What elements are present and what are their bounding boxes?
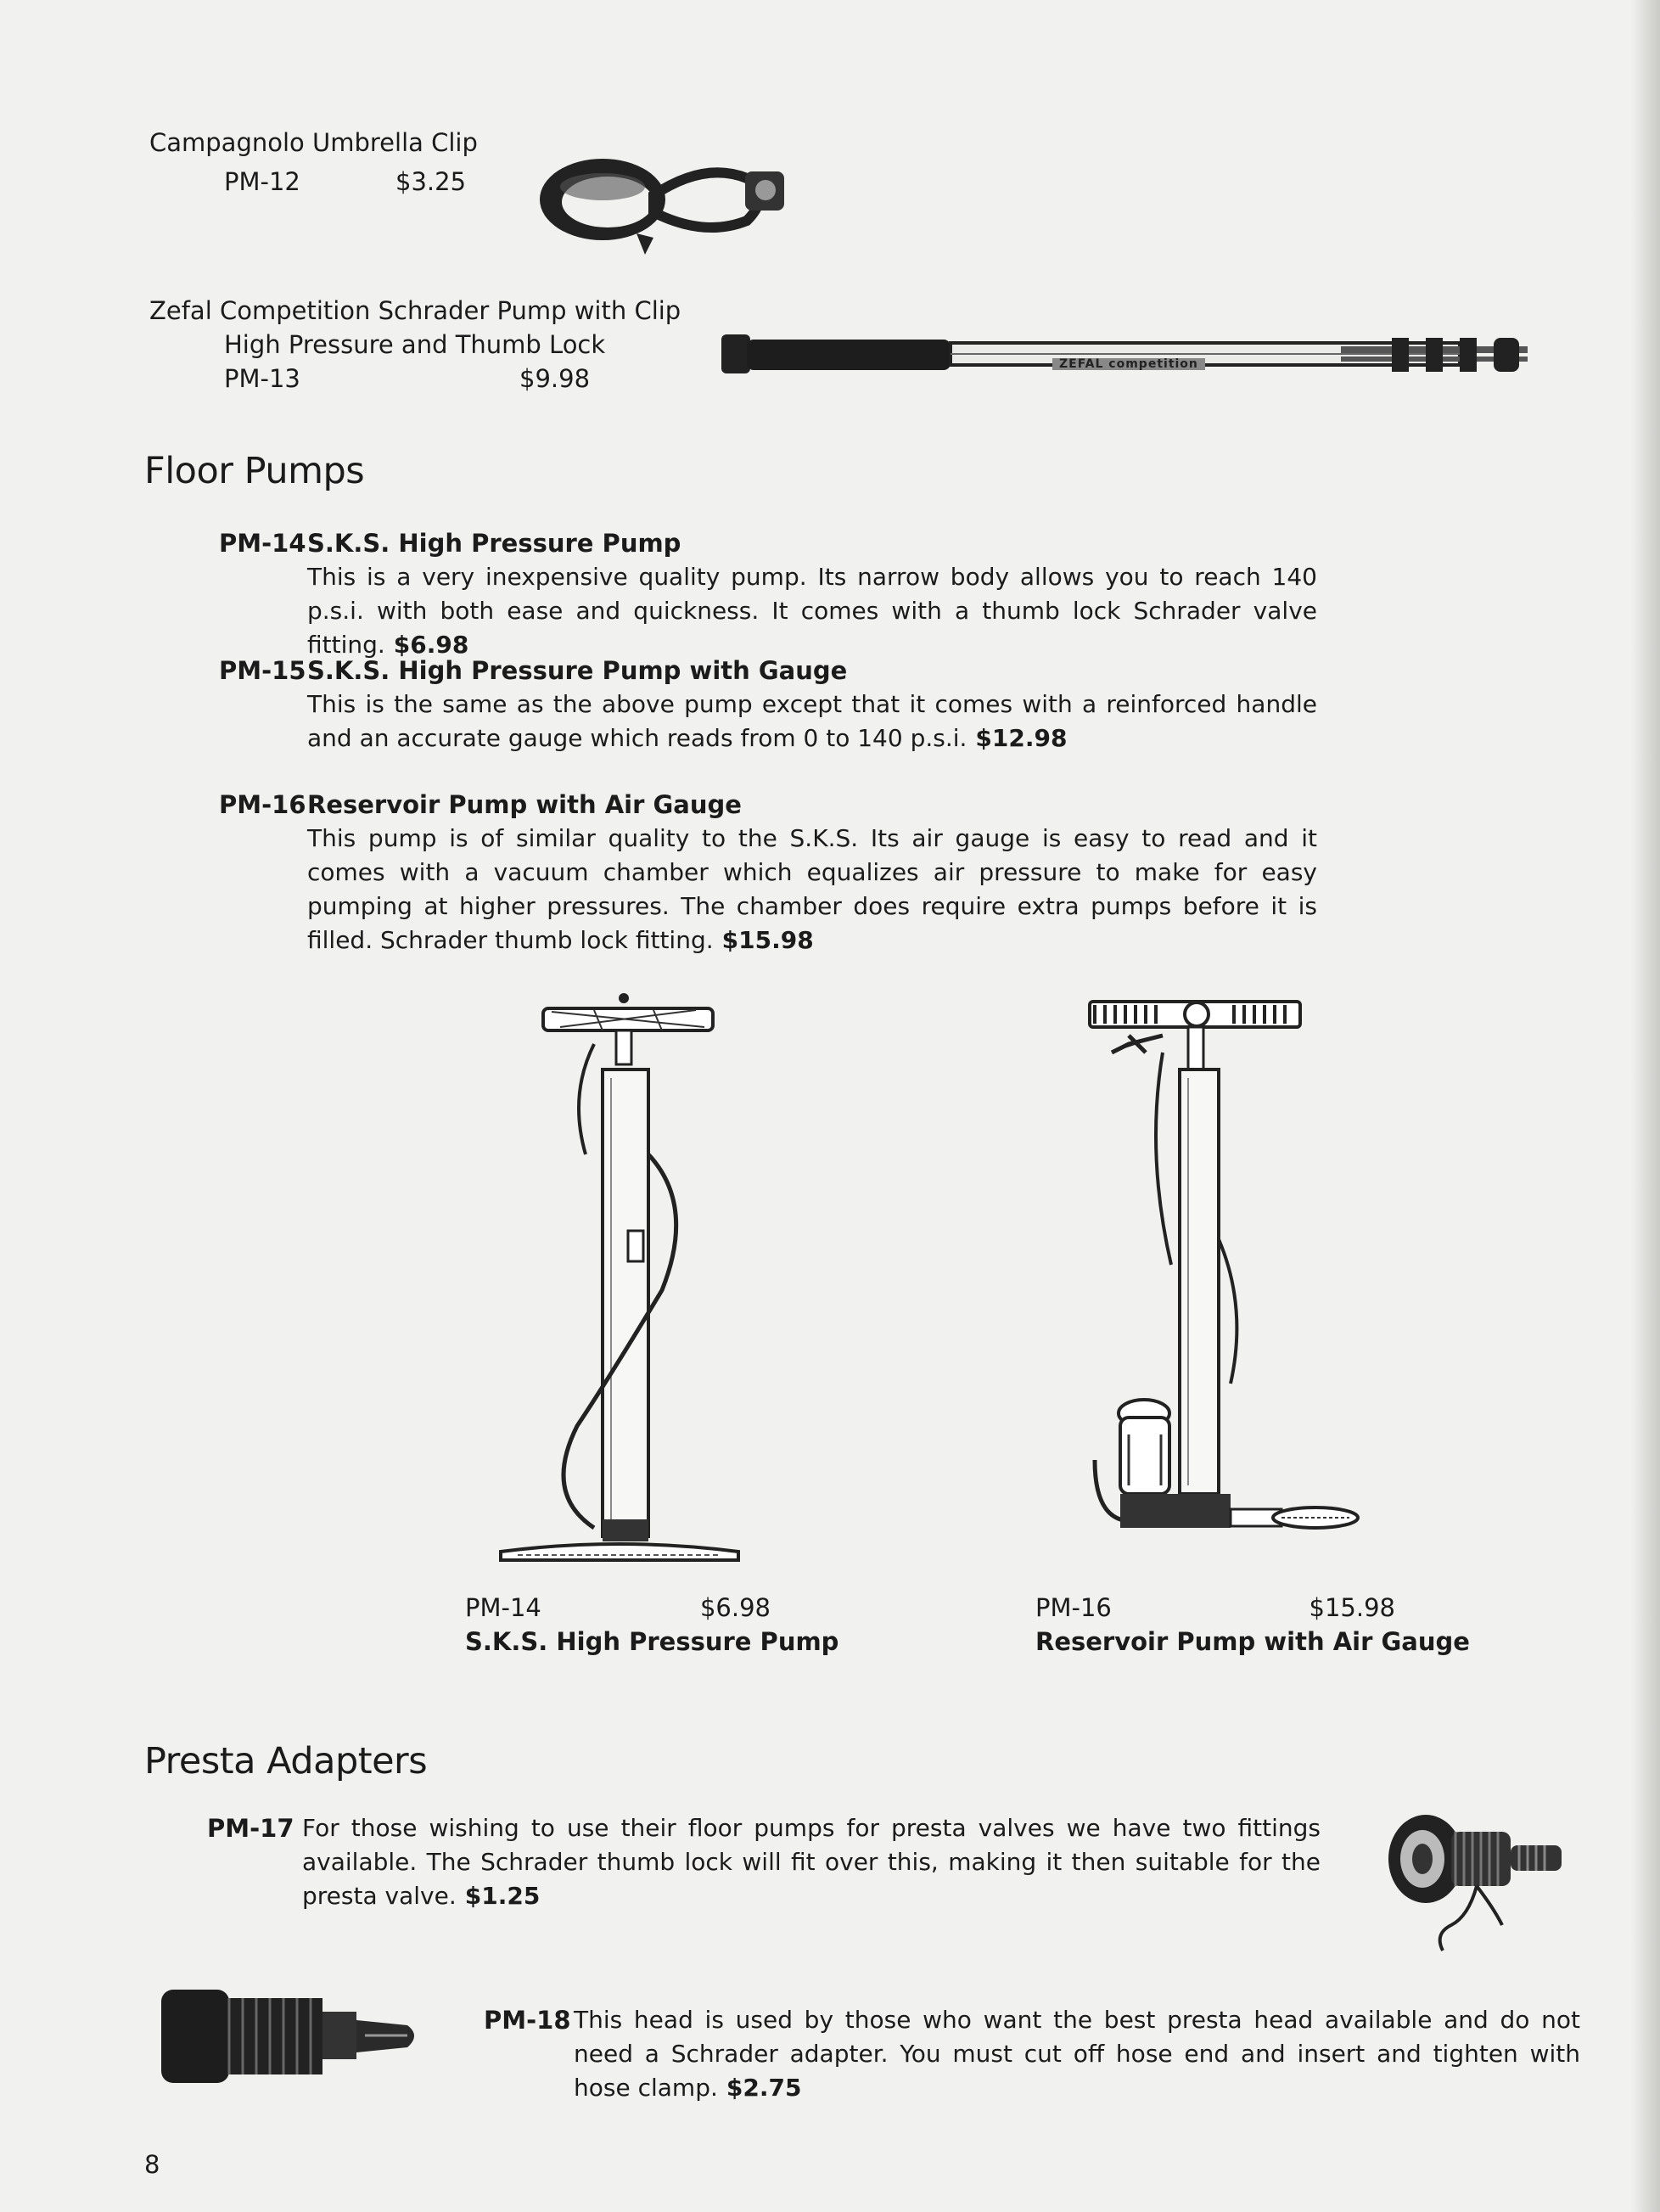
- sks-caption-code: PM-14: [465, 1593, 541, 1622]
- reservoir-caption-name: Reservoir Pump with Air Gauge: [1035, 1627, 1470, 1656]
- pm-14-entry: [219, 526, 1322, 659]
- zefal-pump-subtitle: High Pressure and Thumb Lock: [224, 330, 606, 359]
- reservoir-pump-illustration: [1078, 985, 1366, 1570]
- umbrella-clip-price: $3.25: [395, 167, 467, 196]
- pm-16-desc: [307, 822, 1317, 957]
- page-edge-shadow: [1631, 0, 1660, 2212]
- pm-16-name: Reservoir Pump with Air Gauge: [307, 790, 742, 819]
- page-number: 8: [144, 2150, 160, 2179]
- pm-18-desc-block: [574, 2003, 1580, 2105]
- floor-pumps-heading: Floor Pumps: [144, 450, 365, 492]
- sks-caption-price: $6.98: [699, 1593, 771, 1622]
- pm-16-code: PM-16: [219, 790, 306, 819]
- pm-17-code: PM-17: [207, 1814, 294, 1843]
- pm-15-desc: [307, 688, 1317, 755]
- zefal-pump-code: PM-13: [224, 364, 300, 393]
- pm-14-desc: [307, 560, 1317, 662]
- presta-adapters-heading: Presta Adapters: [144, 1740, 428, 1783]
- reservoir-caption-price: $15.98: [1309, 1593, 1395, 1622]
- pm-17-desc-text: For those wishing to use their floor pumps for presta valves we have two fittings available. The Schrader thumb lock will fit over this, making it then suitable for the presta valve.: [302, 1814, 1321, 1910]
- zefal-pump-label: ZEFAL competition: [1052, 358, 1205, 370]
- reservoir-pump-caption: [1035, 1591, 1470, 1659]
- sks-pump-caption: [465, 1591, 839, 1659]
- umbrella-clip-title: Campagnolo Umbrella Clip: [149, 128, 478, 157]
- pm-16-desc-text: This pump is of similar quality to the S.K.S. Its air gauge is easy to read and it comes with a vacuum chamber which equalizes air pressure to make for easy pumping at higher pressures. The chamber does require extra pumps before it is filled. Schrader thumb lock fitting.: [307, 824, 1317, 954]
- sks-caption-name: S.K.S. High Pressure Pump: [465, 1627, 839, 1656]
- presta-adapter-pm17-illustration: [1375, 1798, 1570, 1968]
- pm-17-price: $1.25: [464, 1882, 541, 1910]
- zefal-pump-illustration: [721, 326, 1528, 385]
- pm-15-code: PM-15: [219, 656, 306, 685]
- sks-pump-illustration: [492, 985, 747, 1570]
- presta-head-pm18-illustration: [161, 1978, 424, 2097]
- pm-14-desc-text: This is a very inexpensive quality pump. Its narrow body allows you to reach 140 p.s.i. with both ease and quickness. It comes with a thumb lock Schrader valve fitting.: [307, 563, 1317, 659]
- pm-15-name: S.K.S. High Pressure Pump with Gauge: [307, 656, 848, 685]
- pm-17-desc-block: [302, 1811, 1321, 1913]
- zefal-pump-price: $9.98: [519, 364, 591, 393]
- pm-15-price: $12.98: [975, 724, 1068, 752]
- pm-14-name: S.K.S. High Pressure Pump: [307, 529, 681, 558]
- pm-14-code: PM-14: [219, 529, 306, 558]
- pm-18-price: $2.75: [726, 2074, 802, 2102]
- umbrella-clip-illustration: [535, 153, 798, 263]
- pm-16-entry: [219, 788, 1322, 966]
- pm-18-code: PM-18: [484, 2006, 571, 2035]
- pm-15-entry: [219, 654, 1322, 764]
- zefal-pump-title: Zefal Competition Schrader Pump with Clip: [149, 296, 681, 325]
- pm-16-price: $15.98: [721, 926, 814, 954]
- pm-14-price: $6.98: [393, 631, 469, 659]
- pm-15-desc-text: This is the same as the above pump except that it comes with a reinforced handle and an accurate gauge which reads from 0 to 140 p.s.i.: [307, 690, 1317, 752]
- umbrella-clip-code: PM-12: [224, 167, 300, 196]
- pm-18-desc-text: This head is used by those who want the best presta head available and do not need a Schrader adapter. You must cut off hose end and insert and tighten with hose clamp.: [574, 2006, 1580, 2102]
- reservoir-caption-code: PM-16: [1035, 1593, 1112, 1622]
